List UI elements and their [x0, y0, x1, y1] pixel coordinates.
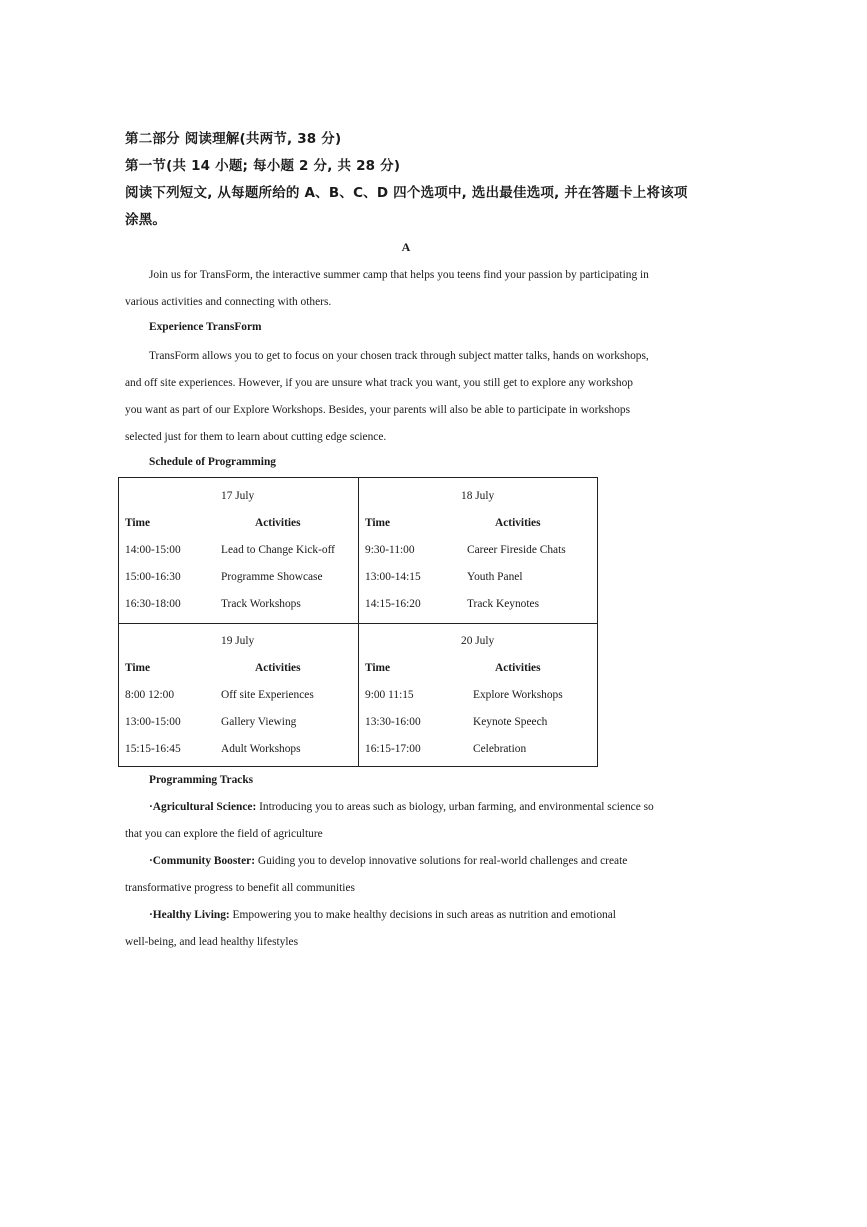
track-agricultural-line-2: that you can explore the field of agriculture [125, 828, 323, 840]
passage-letter: A [401, 240, 411, 254]
activities-header: Activities [255, 517, 301, 529]
track-healthy-line-2: well-being, and lead healthy lifestyles [125, 936, 299, 948]
row-time: 13:00-15:00 [125, 716, 181, 728]
experience-line-4: selected just for them to learn about cutting edge science. [125, 431, 387, 443]
row-time: 16:15-17:00 [365, 743, 421, 755]
schedule-cell-day-4 [359, 623, 598, 768]
track-healthy-line-1 [149, 909, 616, 921]
day-date: 19 July [221, 635, 255, 647]
activities-header: Activities [255, 662, 301, 674]
schedule-cell-day-2 [359, 478, 598, 623]
activities-header: Activities [495, 662, 541, 674]
row-activity: Gallery Viewing [221, 716, 297, 728]
row-time: 9:00 11:15 [365, 689, 414, 701]
row-time: 14:15-16:20 [365, 598, 421, 610]
experience-line-2: and off site experiences. However, if you are unsure what track you want, you still get to explore any workshop [125, 377, 633, 389]
tracks-heading: Programming Tracks [149, 774, 254, 786]
row-time: 16:30-18:00 [125, 598, 181, 610]
row-activity: Celebration [473, 743, 527, 755]
row-time: 13:30-16:00 [365, 716, 421, 728]
row-time: 8:00 12:00 [125, 689, 175, 701]
row-time: 13:00-14:15 [365, 571, 421, 583]
time-header: Time [125, 662, 151, 674]
day-date: 18 July [461, 490, 495, 502]
schedule-cell-day-3 [119, 623, 358, 768]
activities-header: Activities [495, 517, 541, 529]
intro-line-1: Join us for TransForm, the interactive summer camp that helps you teens find your passion by participating in [149, 269, 649, 281]
row-time: 15:00-16:30 [125, 571, 181, 583]
part-title: 第二部分 阅读理解(共两节, 38 分) [125, 131, 342, 147]
time-header: Time [365, 517, 391, 529]
time-header: Time [365, 662, 391, 674]
row-activity: Track Workshops [221, 598, 301, 610]
track-description: Introducing you to areas such as biology, urban farming, and environmental science so [256, 801, 654, 813]
experience-line-1: TransForm allows you to get to focus on your chosen track through subject matter talks, hands on workshops, [149, 350, 649, 362]
day-date: 17 July [221, 490, 255, 502]
track-name: ·Healthy Living: [149, 909, 230, 921]
schedule-table [118, 477, 598, 767]
row-activity: Career Fireside Chats [467, 544, 566, 556]
row-activity: Adult Workshops [221, 743, 301, 755]
row-activity: Keynote Speech [473, 716, 548, 728]
instructions-line-1: 阅读下列短文, 从每题所给的 A、B、C、D 四个选项中, 选出最佳选项, 并在答题卡上将该项 [125, 185, 688, 201]
track-community-line-1 [149, 855, 627, 867]
row-activity: Explore Workshops [473, 689, 563, 701]
row-activity: Lead to Change Kick-off [221, 544, 335, 556]
instructions-line-2: 涂黑。 [125, 212, 167, 228]
track-community-line-2: transformative progress to benefit all communities [125, 882, 355, 894]
experience-line-3: you want as part of our Explore Workshops. Besides, your parents will also be able to participate in workshops [125, 404, 631, 416]
track-description: Guiding you to develop innovative solutions for real-world challenges and create [255, 855, 628, 867]
track-name: ·Agricultural Science: [149, 801, 257, 813]
row-time: 15:15-16:45 [125, 743, 181, 755]
row-time: 9:30-11:00 [365, 544, 415, 556]
row-activity: Off site Experiences [221, 689, 314, 701]
intro-line-2: various activities and connecting with others. [125, 296, 332, 308]
track-description: Empowering you to make healthy decisions in such areas as nutrition and emotional [229, 909, 616, 921]
row-activity: Programme Showcase [221, 571, 323, 583]
track-name: ·Community Booster: [149, 855, 255, 867]
day-date: 20 July [461, 635, 495, 647]
experience-heading: Experience TransForm [149, 321, 262, 333]
time-header: Time [125, 517, 151, 529]
row-activity: Track Keynotes [467, 598, 540, 610]
schedule-cell-day-1 [119, 478, 358, 623]
row-time: 14:00-15:00 [125, 544, 181, 556]
schedule-heading: Schedule of Programming [149, 456, 276, 468]
section-title: 第一节(共 14 小题; 每小题 2 分, 共 28 分) [125, 158, 401, 174]
track-agricultural-line-1 [149, 801, 654, 813]
row-activity: Youth Panel [467, 571, 523, 583]
